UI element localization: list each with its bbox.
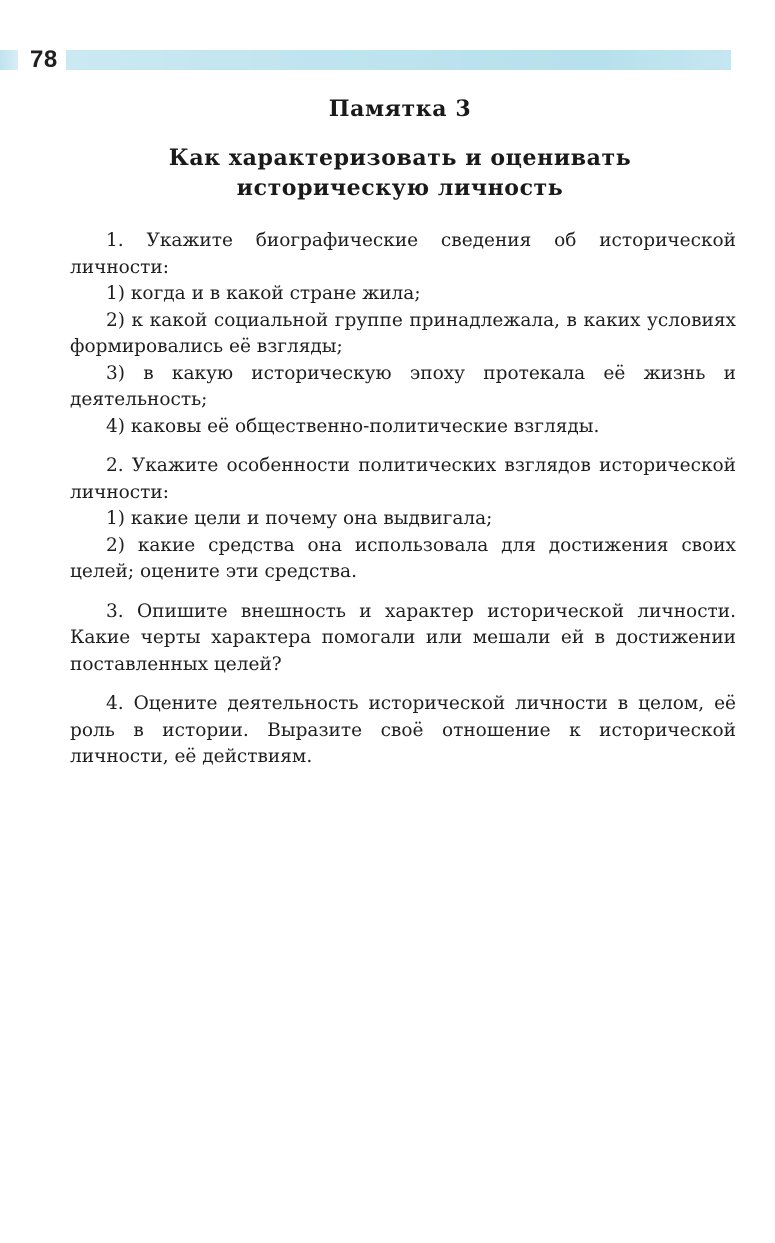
- memo-body: [70, 228, 736, 784]
- section-2-heading: 2. Укажите особенности политических взглядов исторической личности:: [70, 455, 736, 503]
- section-4: [70, 691, 736, 771]
- page-header: [0, 44, 775, 78]
- section-1-item-4: 4) каковы её общественно-политические взгляды.: [106, 415, 600, 437]
- memo-subtitle-line-1: Как характеризовать и оценивать: [168, 145, 632, 171]
- section-1-item-3: 3) в какую историческую эпоху протекала её жизнь и деятельность;: [70, 362, 736, 410]
- header-stripe-right: [66, 50, 731, 70]
- section-2-item-1: 1) какие цели и почему она выдвигала;: [106, 508, 493, 529]
- section-1-heading: 1. Укажите биографические сведения об исторической личности:: [70, 230, 736, 278]
- section-2: [70, 453, 736, 586]
- section-1-item-2: 2) к какой социальной группе принадлежала, в каких условиях формировались её взгляды;: [70, 309, 736, 357]
- memo-title: Памятка 3: [328, 96, 472, 122]
- section-3-text: 3. Опишите внешность и характер исторической личности. Какие черты характера помогали или мешали ей в достижении поставленных целей?: [70, 600, 736, 675]
- section-2-item-2: 2) какие средства она использовала для достижения своих целей; оцените эти средства.: [70, 534, 736, 582]
- section-4-text: 4. Оцените деятельность исторической личности в целом, её роль в истории. Выразите своё отношение к исторической личности, её действиям.: [70, 693, 736, 767]
- memo-subtitle: [60, 143, 740, 203]
- section-3: [70, 599, 736, 679]
- header-stripe-left: [0, 50, 18, 70]
- section-1: [70, 228, 736, 440]
- section-1-item-1: 1) когда и в какой стране жила;: [106, 283, 421, 304]
- page-number: 78: [30, 46, 58, 73]
- memo-subtitle-line-2: историческую личность: [236, 175, 564, 201]
